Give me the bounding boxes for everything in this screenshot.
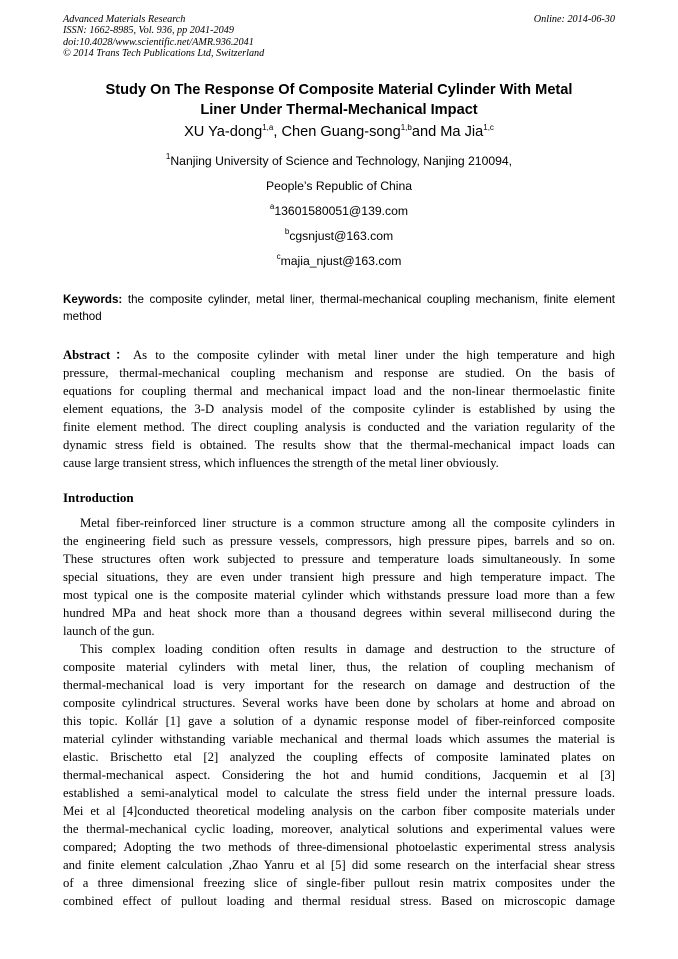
author-list — [40, 124, 638, 140]
text-line: Mei et al [4]conducted theoretical modeling analysis on the carbon fiber composite materials under — [63, 804, 615, 818]
text-line: finite element method. The direct coupling analysis is conducted and the variation regularity of the — [63, 420, 615, 434]
keywords-label: Keywords: — [63, 293, 123, 306]
abstract-label: Abstract： — [63, 348, 133, 362]
page-header — [63, 14, 615, 60]
text-line: and finite element calculation ,Zhao Yanru et al [5] did some research on the interfacial shear stress — [63, 858, 615, 872]
affiliation-line-1: $^1$Nanjing University of Science and Technology, Nanjing 210094, — [165, 152, 513, 168]
text-line: combined effect of pullout loading and thermal residual stress. Based on microscopic damage — [63, 894, 615, 908]
text-line: equations for coupling thermal and mechanical impact load and the non-linear thermoelastic finite — [63, 384, 615, 398]
abstract-first-line: Abstract：As to the composite cylinder with metal liner under the high temperature and high — [63, 348, 616, 362]
text-line: most typical one is the composite material cylinder which withstands pressure load more than a few — [63, 588, 615, 602]
paper-title — [60, 80, 618, 120]
author-name: and Ma Jia — [411, 124, 484, 140]
text-line: material cylinder withstanding variable mechanical and thermal loads which assumes the material is — [63, 732, 615, 746]
author-separator: , — [273, 124, 282, 140]
text-line: the thermal-mechanical cyclic loading, moreover, analytical solutions and experimental values were — [63, 822, 615, 836]
text-line: this topic. Kollár [1] gave a solution of a dynamic response model of fiber-reinforced composite — [63, 714, 615, 728]
paragraph-1 — [63, 514, 615, 640]
email-c: $^c$majia_njust@163.com — [276, 252, 402, 268]
introduction-body — [63, 514, 615, 910]
affiliation-line-2: People’s Republic of China — [265, 179, 413, 193]
text-line: pressure, thermal-mechanical coupling mechanism and response are studied. On the basis of — [63, 366, 615, 380]
text-line: thermal-mechanical load is very important for the research on damage and destruction of the — [63, 678, 615, 692]
text-line: the engineering field such as pressure vessels, compressors, high pressure pipes, barrels and so on. — [63, 534, 615, 548]
online-date: Online: 2014-06-30 — [533, 14, 615, 25]
author-sup: 1,a — [262, 123, 274, 132]
keywords — [63, 292, 615, 325]
text-line: compared; Adopting the two methods of three-dimensional photoelastic experimental stress analysis — [63, 840, 615, 854]
email-b: $^b$cgsnjust@163.com — [284, 227, 394, 243]
paragraph-2 — [63, 640, 615, 910]
text-line: thermal-mechanical aspect. Considering the hot and humid conditions, Jacquemin et al [3] — [63, 768, 615, 782]
author-sup: 1,b — [400, 123, 412, 132]
text-line: composite cylindrical structures. Several works have been done by scholars at home and abroad on — [63, 696, 615, 710]
issn-line: ISSN: 1662-8985, Vol. 936, pp 2041-2049 — [63, 25, 234, 37]
affiliation-sup: 1 — [165, 152, 171, 161]
text-line: These structures often work subjected to pressure and temperature loads simultaneously. In some — [63, 552, 615, 566]
title-line-1: Study On The Response Of Composite Material Cylinder With Metal — [105, 82, 573, 98]
journal-name: Advanced Materials Research — [63, 14, 186, 25]
doi-line: doi:10.4028/www.scientific.net/AMR.936.2041 — [63, 36, 254, 48]
keywords-text: the composite cylinder, metal liner, thermal-mechanical coupling mechanism, finite element method — [63, 293, 615, 323]
text-line: Metal fiber-reinforced liner structure is a common structure among all the composite cylinders in — [80, 516, 615, 530]
title-line-2: Liner Under Thermal-Mechanical Impact — [200, 102, 478, 118]
section-heading: Introduction — [63, 490, 134, 505]
text-line: hundred MPa and heat shock more than a thousand degrees within several millisecond during the — [63, 606, 615, 620]
author-sup: 1,c — [483, 123, 494, 132]
abstract — [63, 346, 615, 472]
text-line: cause large transient stress, which influences the strength of the metal liner obviously. — [63, 456, 499, 470]
text-line: established a semi-analytical model to calculate the stress field under the internal pressure loads. — [63, 786, 615, 800]
text-line: launch of the gun. — [63, 624, 155, 638]
text-line: dynamic stress field is obtained. The results show that the thermal-mechanical impact loads can — [63, 438, 615, 452]
text-line: This complex loading condition often results in damage and destruction to the structure of — [80, 642, 615, 656]
text-line: special situations, they are even under transient high pressure and high temperature impact. The — [63, 570, 615, 584]
copyright-line: © 2014 Trans Tech Publications Ltd, Switzerland — [63, 48, 265, 60]
text-line: element equations, the 3-D analysis model of the composite cylinder is established by using the — [63, 402, 615, 416]
email-a: $^a$13601580051@139.com — [269, 202, 409, 218]
author-name: Chen Guang-song — [281, 124, 401, 140]
text-line: composite material cylinders with metal liner, thus, the relation of coupling mechanism of — [63, 660, 615, 674]
author-name: XU Ya-dong — [184, 124, 263, 140]
text-line: of a three dimensional freezing slice of single-fiber pullout resin matrix composites under the — [63, 876, 615, 890]
text-line: elastic. Brischetto etal [2] analyzed the coupling effects of composite laminated plates on — [63, 750, 615, 764]
